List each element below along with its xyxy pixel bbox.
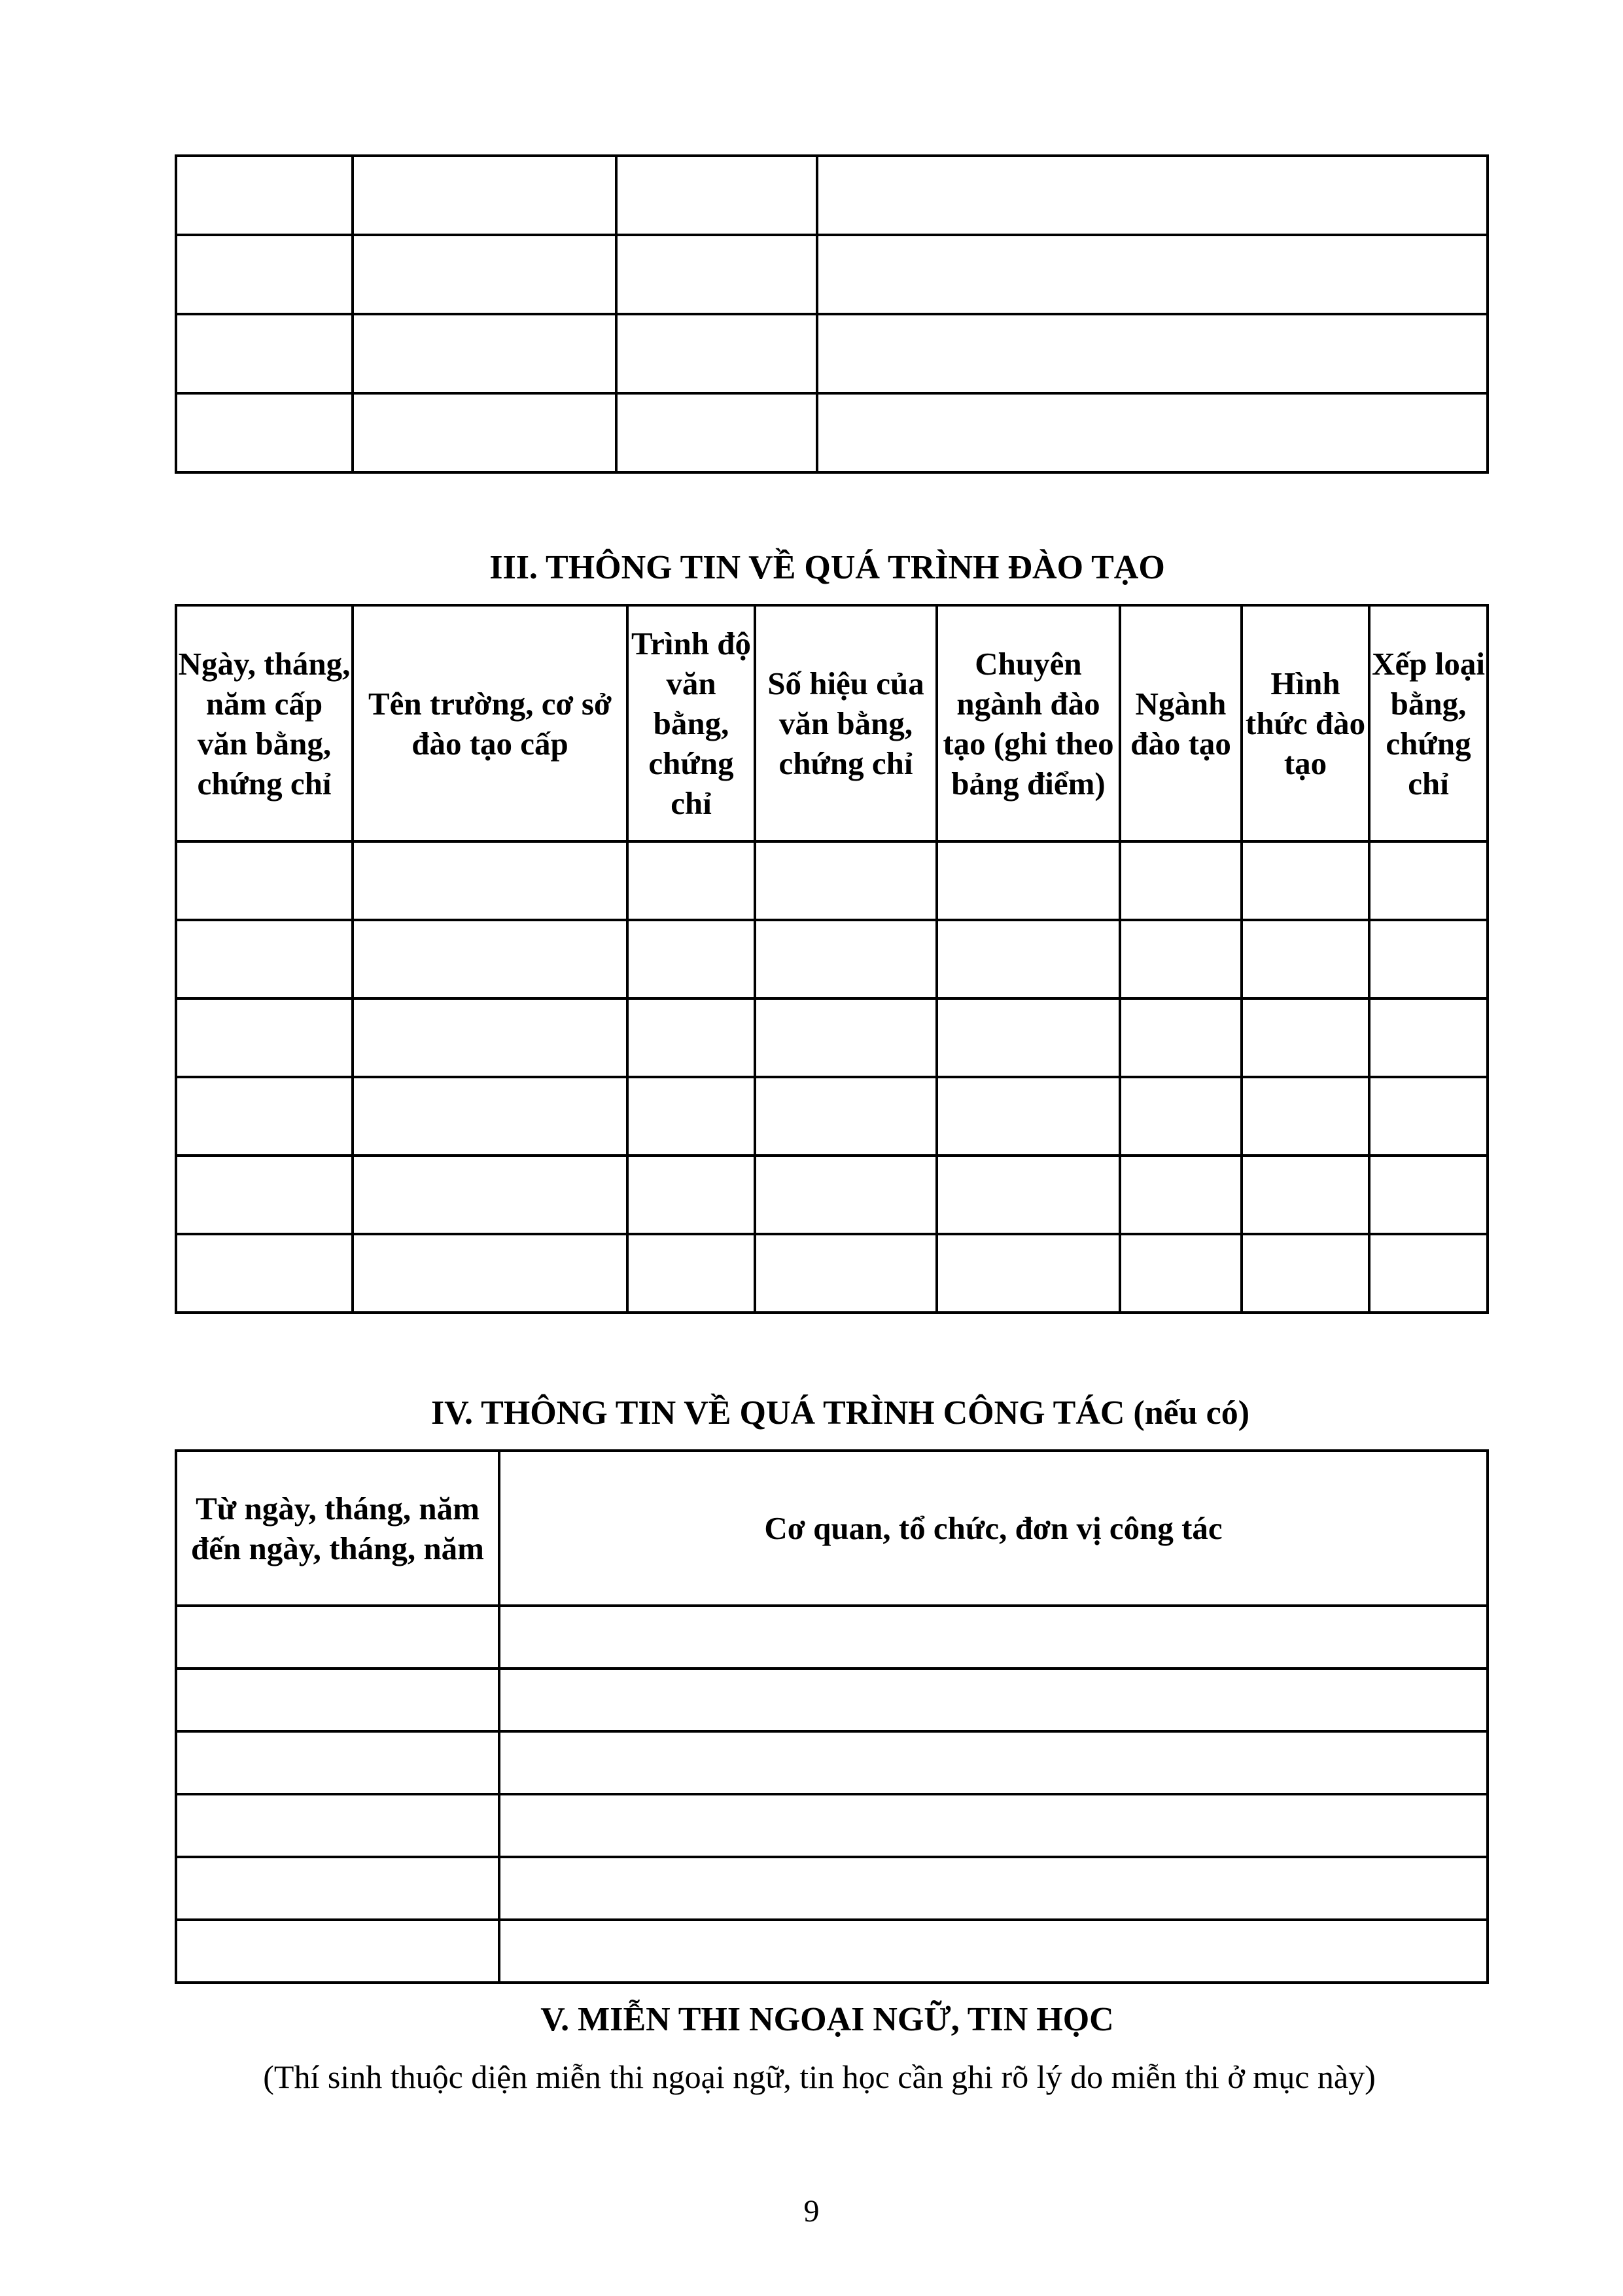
table-cell[interactable] xyxy=(755,1077,937,1156)
table-cell[interactable] xyxy=(499,1857,1488,1920)
table-cell[interactable] xyxy=(176,1857,499,1920)
table-cell[interactable] xyxy=(499,1669,1488,1731)
table-row xyxy=(176,1731,1488,1794)
table-cell[interactable] xyxy=(176,1794,499,1857)
table-cell[interactable] xyxy=(176,998,353,1077)
table-cell[interactable] xyxy=(616,393,817,472)
table-cell[interactable] xyxy=(1120,920,1242,998)
table-cell[interactable] xyxy=(937,998,1120,1077)
header-training-mode: Hình thức đào tạo xyxy=(1242,605,1369,841)
table-cell[interactable] xyxy=(499,1606,1488,1669)
table-cell[interactable] xyxy=(755,920,937,998)
table-cell[interactable] xyxy=(1369,1077,1488,1156)
table-cell[interactable] xyxy=(176,1920,499,1983)
table-cell[interactable] xyxy=(937,1234,1120,1313)
table-cell[interactable] xyxy=(1369,920,1488,998)
table-cell[interactable] xyxy=(817,314,1488,393)
table-cell[interactable] xyxy=(353,1234,627,1313)
table-cell[interactable] xyxy=(499,1794,1488,1857)
table-row xyxy=(176,314,1488,393)
table-cell[interactable] xyxy=(176,1606,499,1669)
table-cell[interactable] xyxy=(353,393,616,472)
header-period: Từ ngày, tháng, năm đến ngày, tháng, năm xyxy=(176,1451,499,1606)
table-row xyxy=(176,1234,1488,1313)
table-cell[interactable] xyxy=(616,314,817,393)
table-cell[interactable] xyxy=(817,235,1488,314)
table-cell[interactable] xyxy=(755,841,937,920)
table-cell[interactable] xyxy=(1242,1156,1369,1234)
table-cell[interactable] xyxy=(937,1077,1120,1156)
table-cell[interactable] xyxy=(176,1077,353,1156)
table-cell[interactable] xyxy=(176,920,353,998)
table-cell[interactable] xyxy=(1120,1156,1242,1234)
table-cell[interactable] xyxy=(176,314,353,393)
table-cell[interactable] xyxy=(627,998,755,1077)
table-cell[interactable] xyxy=(1120,998,1242,1077)
section-3-title: III. THÔNG TIN VỀ QUÁ TRÌNH ĐÀO TẠO xyxy=(489,549,1165,586)
table-cell[interactable] xyxy=(353,314,616,393)
table-cell[interactable] xyxy=(627,920,755,998)
table-cell[interactable] xyxy=(616,235,817,314)
table-row xyxy=(176,1920,1488,1983)
table-cell[interactable] xyxy=(176,1156,353,1234)
table-row xyxy=(176,1156,1488,1234)
work-history-table xyxy=(175,1449,1489,1984)
training-history-table xyxy=(175,604,1489,1314)
table-cell[interactable] xyxy=(176,156,353,235)
table-cell[interactable] xyxy=(176,1669,499,1731)
table-cell[interactable] xyxy=(353,235,616,314)
table-cell[interactable] xyxy=(1120,1077,1242,1156)
table-row xyxy=(176,998,1488,1077)
table-row xyxy=(176,1857,1488,1920)
table-cell[interactable] xyxy=(937,1156,1120,1234)
table-row xyxy=(176,920,1488,998)
table-cell[interactable] xyxy=(627,1156,755,1234)
table-row xyxy=(176,235,1488,314)
table-row xyxy=(176,1794,1488,1857)
table-cell[interactable] xyxy=(499,1731,1488,1794)
table-cell[interactable] xyxy=(176,1234,353,1313)
table-cell[interactable] xyxy=(1242,998,1369,1077)
header-issue-date: Ngày, tháng, năm cấp văn bằng, chứng chỉ xyxy=(176,605,353,841)
table-cell[interactable] xyxy=(1120,841,1242,920)
table-row xyxy=(176,841,1488,920)
header-degree-level: Trình độ văn bằng, chứng chỉ xyxy=(627,605,755,841)
header-organization: Cơ quan, tổ chức, đơn vị công tác xyxy=(499,1451,1488,1606)
table-cell[interactable] xyxy=(499,1920,1488,1983)
header-major: Ngành đào tạo xyxy=(1120,605,1242,841)
table-cell[interactable] xyxy=(353,998,627,1077)
table-cell[interactable] xyxy=(353,1077,627,1156)
table-cell[interactable] xyxy=(817,393,1488,472)
section-5-note: (Thí sinh thuộc diện miễn thi ngoại ngữ, tin học cần ghi rõ lý do miễn thi ở mục này) xyxy=(263,2058,1376,2095)
table-cell[interactable] xyxy=(1242,841,1369,920)
table-cell[interactable] xyxy=(353,1156,627,1234)
table-row xyxy=(176,1669,1488,1731)
table-cell[interactable] xyxy=(627,841,755,920)
header-classification: Xếp loại bằng, chứng chỉ xyxy=(1369,605,1488,841)
header-degree-number: Số hiệu của văn bằng, chứng chỉ xyxy=(755,605,937,841)
table-cell[interactable] xyxy=(176,235,353,314)
table-row xyxy=(176,156,1488,235)
table-cell[interactable] xyxy=(1242,920,1369,998)
table-cell[interactable] xyxy=(353,841,627,920)
previous-section-table xyxy=(175,154,1489,474)
table-cell[interactable] xyxy=(937,841,1120,920)
table-cell[interactable] xyxy=(176,841,353,920)
table-cell[interactable] xyxy=(1242,1077,1369,1156)
table-cell[interactable] xyxy=(1242,1234,1369,1313)
section-4-title: IV. THÔNG TIN VỀ QUÁ TRÌNH CÔNG TÁC (nếu có) xyxy=(430,1394,1250,1432)
table-cell[interactable] xyxy=(817,156,1488,235)
table-row xyxy=(176,1606,1488,1669)
table-cell[interactable] xyxy=(937,920,1120,998)
table-cell[interactable] xyxy=(627,1077,755,1156)
section-5-title: V. MIỄN THI NGOẠI NGỮ, TIN HỌC xyxy=(540,2001,1114,2038)
table-cell[interactable] xyxy=(627,1234,755,1313)
table-cell[interactable] xyxy=(353,156,616,235)
table-row xyxy=(176,1077,1488,1156)
table-cell[interactable] xyxy=(176,393,353,472)
table-cell[interactable] xyxy=(1369,1156,1488,1234)
table-cell[interactable] xyxy=(353,920,627,998)
table-cell[interactable] xyxy=(755,1156,937,1234)
table-cell[interactable] xyxy=(755,1234,937,1313)
table-header-row xyxy=(176,1451,1488,1606)
table-cell[interactable] xyxy=(755,998,937,1077)
table-cell[interactable] xyxy=(176,1731,499,1794)
page-number: 9 xyxy=(803,2194,820,2229)
header-school-name: Tên trường, cơ sở đào tạo cấp xyxy=(353,605,627,841)
table-cell[interactable] xyxy=(1369,998,1488,1077)
table-cell[interactable] xyxy=(616,156,817,235)
header-specialization: Chuyên ngành đào tạo (ghi theo bảng điểm) xyxy=(937,605,1120,841)
table-row xyxy=(176,393,1488,472)
table-cell[interactable] xyxy=(1120,1234,1242,1313)
table-cell[interactable] xyxy=(1369,841,1488,920)
table-cell[interactable] xyxy=(1369,1234,1488,1313)
table-header-row xyxy=(176,605,1488,841)
